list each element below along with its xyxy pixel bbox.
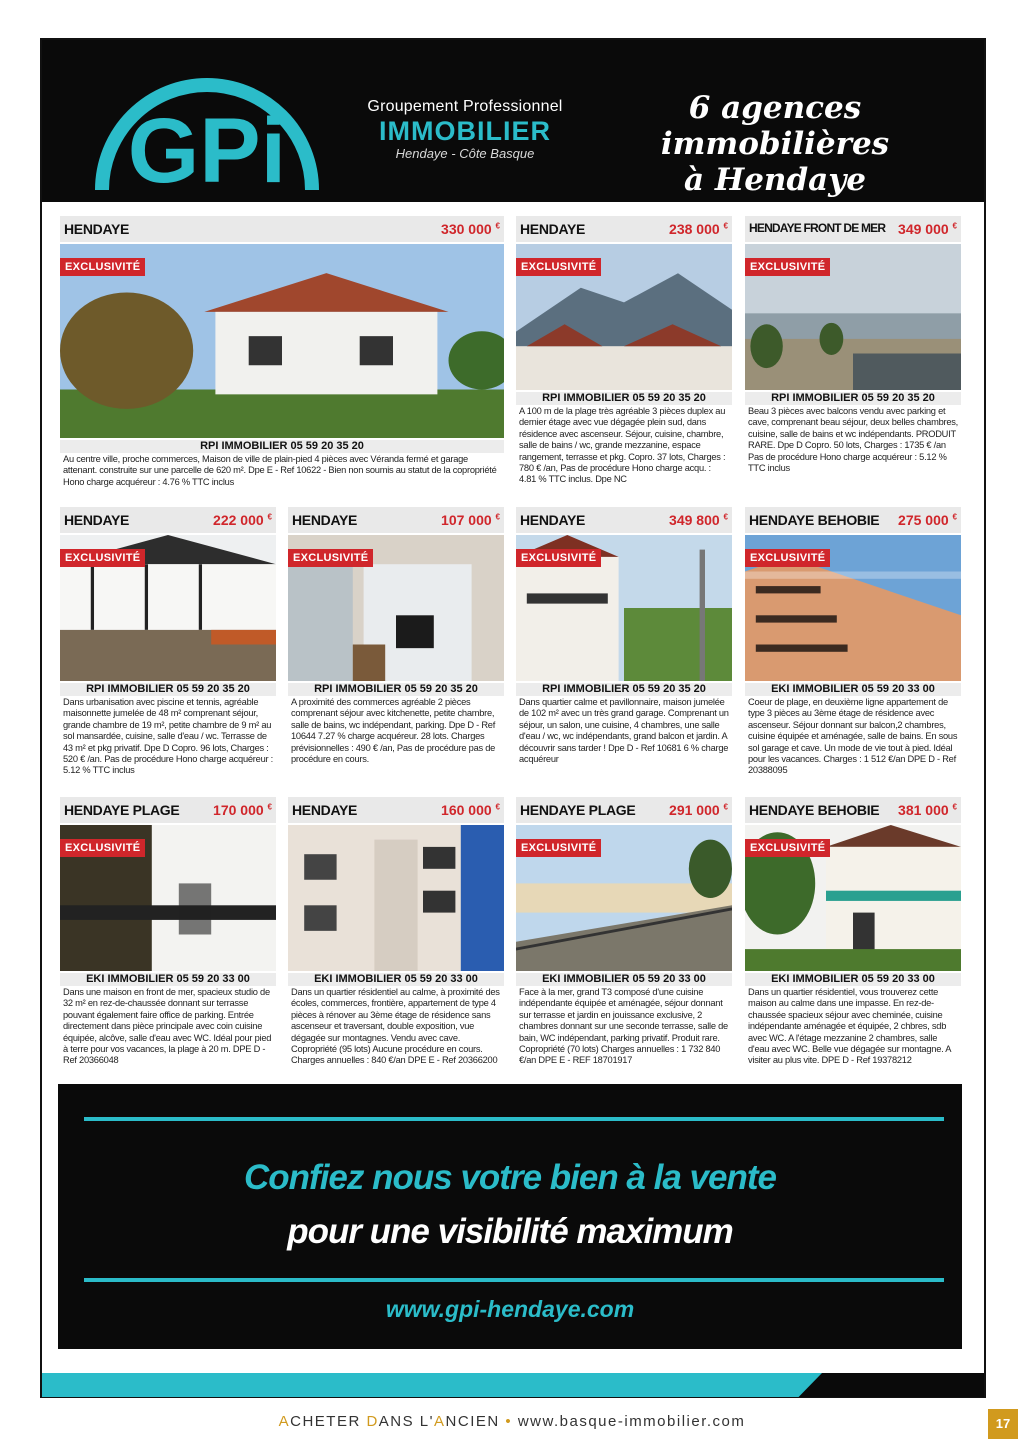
listing-header — [60, 216, 504, 242]
listing-card[interactable] — [288, 797, 504, 1072]
listing-price-currency: € — [952, 221, 957, 231]
listing-card[interactable] — [60, 797, 276, 1072]
promo-url-link[interactable]: www.gpi-hendaye.com — [385, 1296, 635, 1322]
header-banner — [42, 40, 984, 202]
listing-photo[interactable] — [60, 535, 276, 681]
listing-card[interactable] — [516, 797, 732, 1072]
listing-photo[interactable] — [288, 825, 504, 971]
footer-initial-a: A — [278, 1413, 291, 1430]
listing-description: A proximité des commerces agréable 2 pièces comprenant séjour avec kitchenette, petite chambre, salle de bains, wc indépendant, parking. Dpe D - Ref 10644 7.27 % charge acquéreur. 28 lots. Charges prévisionnelles : 490 € /an, Pas de procédure pas de procédure en cours. — [291, 697, 496, 765]
exclusivity-badge: EXCLUSIVITÉ — [516, 549, 601, 567]
footer-initial-a2: A — [434, 1413, 446, 1430]
listing-price-value: 170 000 — [213, 802, 264, 818]
footer-bullet: • — [505, 1413, 513, 1430]
exclusivity-badge: EXCLUSIVITÉ — [745, 258, 830, 276]
listing-card[interactable] — [516, 216, 732, 491]
listing-description: Dans un quartier résidentiel, vous trouverez cette maison au calme dans une impasse. En rez-de-chaussée spacieux séjour avec cheminée, cuisine indépendante aménagée et équipée, 2 chbres, sdb avec WC. A l'étage mezzanine 2 chambres, salle d'eau avec WC. Belle vue dégagée sur montagne. A visiter au plus vite. DPE D - Ref 19378212 — [748, 987, 951, 1066]
bottom-band — [42, 1373, 984, 1397]
listing-description: Coeur de plage, en deuxième ligne appartement de type 3 pièces au 3ème étage de résidence avec ascenseur. Séjour donnant sur balcon,2 chambres, cuisine équipée et aménagée, salle de bains. En sous sol garage et cave. Un mode de vie tout à pied. Idéal pour les vacances. Charges : 1 512 €/an DPE D - Ref 20388095 — [748, 697, 958, 776]
bottom-band-teal — [42, 1373, 822, 1397]
promo-rule-top — [84, 1117, 944, 1121]
listing-header — [516, 797, 732, 823]
exclusivity-badge: EXCLUSIVITÉ — [60, 258, 145, 276]
listing-card[interactable] — [745, 216, 961, 491]
listing-agency: RPI IMMOBILIER 05 59 20 35 20 — [745, 392, 961, 405]
listing-city: HENDAYE PLAGE — [64, 802, 180, 818]
listing-card[interactable] — [516, 507, 732, 782]
listing-header — [288, 797, 504, 823]
listing-price-currency: € — [267, 512, 272, 522]
listing-description: Au centre ville, proche commerces, Maison de ville de plain-pied 4 pièces avec Véranda fermé et garage attenant. construite sur une parcelle de 620 m². Dpe E - Ref 10622 - Bien non soumis au statut de la copropriété Hono charge acquéreur : 4.76 % TTC inclus — [63, 454, 497, 487]
listing-photo[interactable] — [745, 825, 961, 971]
listing-price-value: 381 000 — [898, 802, 949, 818]
listing-agency: EKI IMMOBILIER 05 59 20 33 00 — [60, 973, 276, 986]
listing-price-value: 238 000 — [669, 221, 720, 237]
listing-price — [441, 802, 500, 818]
listing-price-currency: € — [723, 221, 728, 231]
listing-city: HENDAYE — [520, 512, 586, 528]
promo-line2: pour une visibilité maximum — [287, 1212, 733, 1251]
promo-banner — [58, 1084, 962, 1349]
listing-header — [288, 507, 504, 533]
footer-initial-d: D — [366, 1413, 379, 1430]
listing-header — [745, 507, 961, 533]
listing-price — [213, 802, 272, 818]
listing-price — [669, 221, 728, 237]
exclusivity-badge: EXCLUSIVITÉ — [745, 549, 830, 567]
listing-price-currency: € — [495, 512, 500, 522]
listing-photo[interactable] — [60, 825, 276, 971]
listing-description: Face à la mer, grand T3 composé d'une cuisine indépendante équipée et aménagée, séjour donnant sur terrasse et jardin en jouissance exclusive, 2 chambres donnant sur une seconde terrasse, salle de bain, WC indépendant, parking privatif. Produit rare. Copropriété (70 lots) Charges annuelles : 1 732 840 €/an DPE E - REF 18701917 — [519, 987, 728, 1066]
listing-description: Beau 3 pièces avec balcons vendu avec parking et cave, comprenant beau séjour, deux belles chambres, cuisine, salle de bains et wc indépendants. PRODUIT RARE. Dpe D Copro. 50 lots, Charges : 1735 € /an Pas de procédure Hono charge acquéreur : 5.12 % TTC inclus — [748, 406, 958, 474]
exclusivity-badge: EXCLUSIVITÉ — [516, 839, 601, 857]
listing-agency: RPI IMMOBILIER 05 59 20 35 20 — [288, 683, 504, 696]
listing-city: HENDAYE FRONT DE MER — [749, 221, 886, 235]
listing-card[interactable] — [288, 507, 504, 782]
listing-price — [669, 512, 728, 528]
listing-photo[interactable] — [516, 535, 732, 681]
listing-agency: EKI IMMOBILIER 05 59 20 33 00 — [288, 973, 504, 986]
listing-header — [516, 216, 732, 242]
listing-city: HENDAYE BEHOBIE — [749, 802, 880, 818]
footer-word3: NCIEN — [445, 1413, 500, 1430]
promo-line1: Confiez nous votre bien à la vente — [244, 1158, 776, 1197]
listing-city: HENDAYE — [292, 512, 358, 528]
footer-word1: CHETER — [290, 1413, 367, 1430]
listing-city: HENDAYE — [292, 802, 358, 818]
listing-photo[interactable] — [745, 535, 961, 681]
listing-agency: RPI IMMOBILIER 05 59 20 35 20 — [516, 683, 732, 696]
listing-city: HENDAYE — [520, 221, 586, 237]
listing-price — [898, 802, 957, 818]
brand-line2: IMMOBILIER — [379, 116, 551, 146]
listing-price — [669, 802, 728, 818]
tagline-line2: à Hendaye — [684, 162, 866, 198]
listing-price-value: 349 800 — [669, 512, 720, 528]
listing-agency: RPI IMMOBILIER 05 59 20 35 20 — [516, 392, 732, 405]
listing-price-value: 291 000 — [669, 802, 720, 818]
exclusivity-badge: EXCLUSIVITÉ — [60, 549, 145, 567]
exclusivity-badge: EXCLUSIVITÉ — [745, 839, 830, 857]
listing-description: A 100 m de la plage très agréable 3 pièces duplex au dernier étage avec vue dégagée plein sud, dans résidence avec ascenseur. Séjour, cuisine, chambre, salle de bains / wc, grande mezzanine, espace rangement, terrasse et pkg. Copro. 37 lots, Charges : 780 € /an, Pas de procédure Hono charge acqu. : 4.81 % TTC inclus. Dpe NC — [519, 406, 726, 485]
exclusivity-badge: EXCLUSIVITÉ — [288, 549, 373, 567]
listing-header — [745, 216, 961, 242]
listing-price-value: 349 000 — [898, 221, 949, 237]
listing-price-value: 275 000 — [898, 512, 949, 528]
listing-price-value: 160 000 — [441, 802, 492, 818]
listing-photo[interactable] — [288, 535, 504, 681]
tagline — [590, 90, 960, 198]
listing-city: HENDAYE BEHOBIE — [749, 512, 880, 528]
listing-price — [213, 512, 272, 528]
listing-agency: EKI IMMOBILIER 05 59 20 33 00 — [516, 973, 732, 986]
exclusivity-badge: EXCLUSIVITÉ — [516, 258, 601, 276]
listing-price — [441, 512, 500, 528]
listing-agency: RPI IMMOBILIER 05 59 20 35 20 — [60, 683, 276, 696]
listing-header — [745, 797, 961, 823]
gpi-logo — [82, 50, 332, 200]
listing-header — [60, 797, 276, 823]
listing-price-currency: € — [495, 802, 500, 812]
listing-price-value: 222 000 — [213, 512, 264, 528]
listing-photo[interactable] — [516, 244, 732, 390]
listing-price — [441, 221, 500, 237]
listing-city: HENDAYE — [64, 512, 130, 528]
footer-word2: ANS L' — [378, 1413, 435, 1430]
listing-photo[interactable] — [60, 244, 504, 438]
listing-photo[interactable] — [516, 825, 732, 971]
listing-card[interactable] — [745, 797, 961, 1072]
footer-site-link[interactable]: www.basque-immobilier.com — [517, 1413, 746, 1430]
tagline-line1: 6 agences immobilières — [660, 90, 890, 162]
listing-description: Dans urbanisation avec piscine et tennis, agréable maisonnette jumelée de 48 m² comprenant séjour, grande chambre de 19 m², petite chambre de 9 m² au sol mansardée, cuisine, salle d'eau / wc. Terrasse de 43 m² et pkg privatif. Dpe D Copro. 96 lots, Charges : 520 € /an. Pas de procédure Hono charge acquéreur : 5.12 % TTC inclus — [63, 697, 274, 776]
listing-card[interactable] — [745, 507, 961, 782]
listing-photo-image — [288, 825, 504, 971]
listing-card[interactable] — [60, 507, 276, 782]
listing-price-currency: € — [495, 221, 500, 231]
listing-price-currency: € — [952, 802, 957, 812]
listing-header — [60, 507, 276, 533]
listing-agency: EKI IMMOBILIER 05 59 20 33 00 — [745, 683, 961, 696]
listing-header — [516, 507, 732, 533]
listing-price — [898, 221, 957, 237]
listing-photo[interactable] — [745, 244, 961, 390]
listing-price-currency: € — [723, 512, 728, 522]
listing-city: HENDAYE PLAGE — [520, 802, 636, 818]
exclusivity-badge: EXCLUSIVITÉ — [60, 839, 145, 857]
footer-line — [0, 1413, 1024, 1430]
listing-price-value: 330 000 — [441, 221, 492, 237]
listing-city: HENDAYE — [64, 221, 130, 237]
listing-agency: RPI IMMOBILIER 05 59 20 35 20 — [60, 440, 504, 453]
listing-price-currency: € — [723, 802, 728, 812]
brand-line3: Hendaye - Côte Basque — [395, 146, 535, 161]
listing-price — [898, 512, 957, 528]
promo-rule-bottom — [84, 1278, 944, 1282]
brand-line1: Groupement Professionnel — [367, 98, 563, 115]
listing-description: Dans un quartier résidentiel au calme, à proximité des écoles, commerces, frontière, appartement de type 4 pièces à rénover au 3ème étage de résidence sans ascenseur et traversant, double exposition, vue dégagée sur montagnes. Vendu avec cave. Copropriété (95 lots) Aucune procédure en cours. Charges annuelles : 840 €/an DPE E - Ref 20366200 — [291, 987, 500, 1066]
listing-price-currency: € — [952, 512, 957, 522]
brand-block — [360, 98, 570, 161]
page-number: 17 — [988, 1409, 1018, 1439]
listing-description: Dans une maison en front de mer, spacieux studio de 32 m² en rez-de-chaussée donnant sur terrasse pouvant également faire office de parking. Entrée directement dans pièce principale avec coin cuisine équipée, alcôve, salle d'eau avec WC. Idéal pour pied à terre pour vos vacances, la plage à 20 m. DPE D - Ref 20366048 — [63, 987, 272, 1066]
listing-agency: EKI IMMOBILIER 05 59 20 33 00 — [745, 973, 961, 986]
svg-text:GPi: GPi — [127, 100, 287, 200]
listing-description: Dans quartier calme et pavillonnaire, maison jumelée de 102 m² avec un très grand garage. Comprenant un séjour, un salon, une cuisine, 4 chambres, une salle d'eau / wc, wc indépendants, grand balcon et jardin. A découvrir sans tarder ! Dpe D - Ref 10681 6 % charge acquéreur — [519, 697, 729, 765]
listing-price-value: 107 000 — [441, 512, 492, 528]
listing-card[interactable] — [60, 216, 504, 491]
listing-price-currency: € — [267, 802, 272, 812]
